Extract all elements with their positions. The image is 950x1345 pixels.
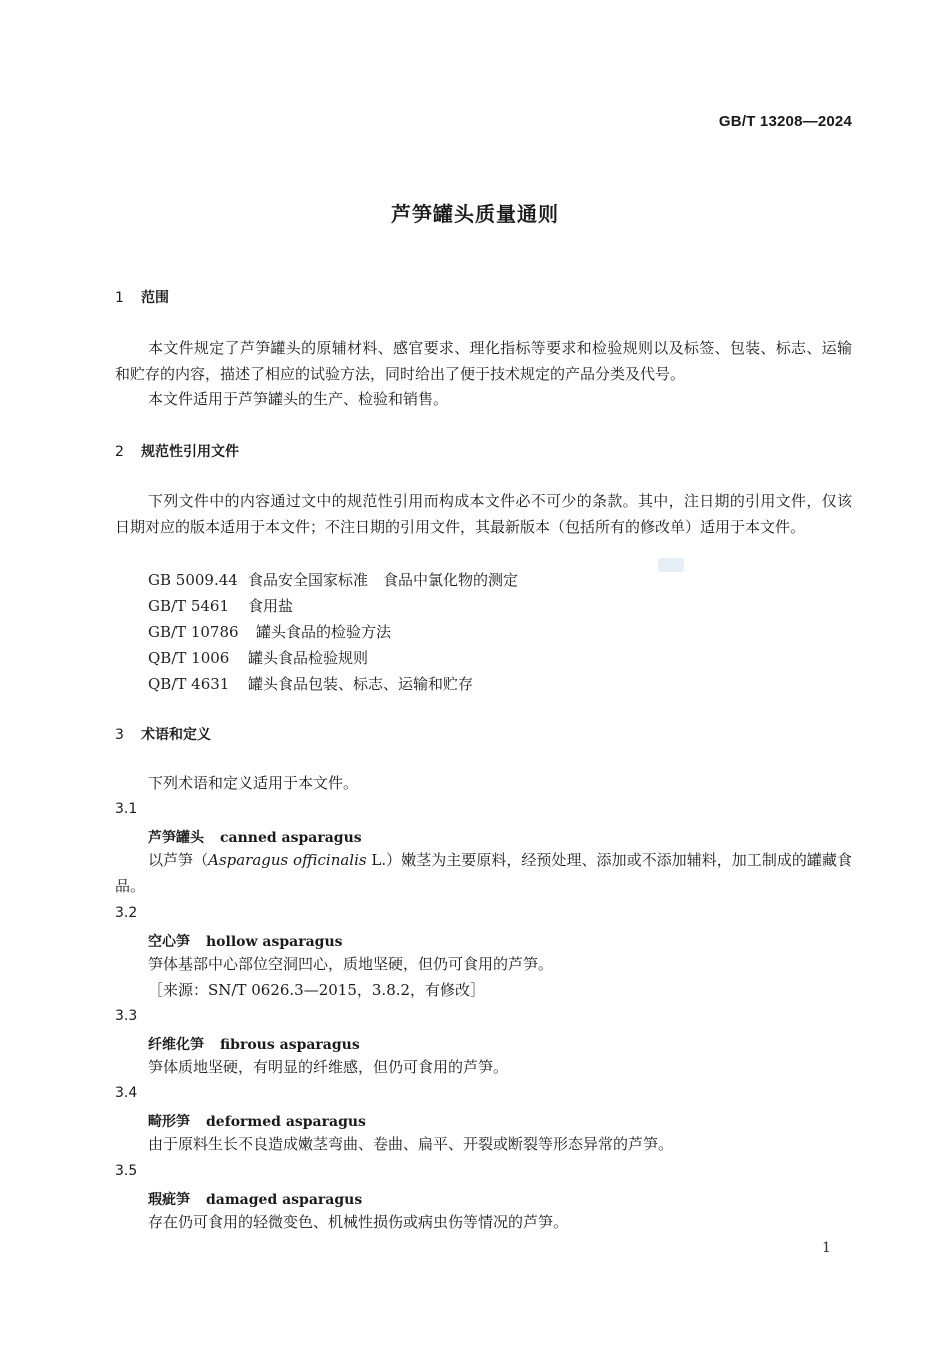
term-en: fibrous asparagus [220, 1037, 360, 1053]
standard-number: GB/T 13208—2024 [718, 113, 852, 130]
section-title: 规范性引用文件 [141, 444, 239, 460]
reference-code: GB/T 10786 [148, 623, 239, 641]
term-definition: 由于原料生长不良造成嫩茎弯曲、卷曲、扁平、开裂或断裂等形态异常的芦笋。 [148, 1135, 674, 1153]
term-heading [148, 1189, 362, 1209]
reference-item [148, 621, 391, 642]
definition-text: L.）嫩茎为主要原料，经预处理、添加或不添加辅料，加工制成的罐藏食品。 [115, 851, 852, 895]
term-zh: 纤维化笋 [148, 1037, 204, 1053]
term-heading [148, 827, 362, 847]
section-title: 术语和定义 [141, 727, 211, 743]
term-heading [148, 931, 343, 951]
page-number: 1 [822, 1240, 831, 1256]
latin-name: Asparagus officinalis [208, 851, 367, 869]
term-number: 3.1 [115, 801, 138, 817]
section-heading-scope [115, 287, 169, 307]
section-number: 2 [115, 444, 124, 460]
section-number: 3 [115, 727, 124, 743]
section-heading-normative [115, 441, 239, 461]
reference-code: QB/T 1006 [148, 649, 230, 667]
terms-intro: 下列术语和定义适用于本文件。 [148, 774, 359, 792]
normative-intro: 下列文件中的内容通过文中的规范性引用而构成本文件必不可少的条款。其中，注日期的引用文件，仅该日期对应的版本适用于本文件；不注日期的引用文件，其最新版本（包括所有的修改单）适用于本文件。 [115, 492, 852, 536]
reference-code: GB 5009.44 [148, 571, 238, 589]
scope-paragraph-1: 本文件规定了芦笋罐头的原辅材料、感官要求、理化指标等要求和检验规则以及标签、包装、标志、运输和贮存的内容，描述了相应的试验方法，同时给出了便于技术规定的产品分类及代号。 [115, 339, 852, 383]
term-number: 3.3 [115, 1008, 138, 1024]
term-number: 3.5 [115, 1163, 138, 1179]
term-definition [115, 848, 852, 899]
term-heading [148, 1111, 366, 1131]
term-zh: 空心笋 [148, 934, 190, 950]
term-definition: 存在仍可食用的轻微变色、机械性损伤或病虫伤等情况的芦笋。 [148, 1213, 569, 1231]
term-source: ［来源：SN/T 0626.3—2015，3.8.2，有修改］ [148, 981, 486, 999]
reference-title: 罐头食品检验规则 [248, 649, 369, 667]
section-heading-terms [115, 724, 211, 744]
term-en: deformed asparagus [206, 1114, 366, 1130]
reference-item [148, 569, 518, 590]
term-definition: 笋体质地坚硬，有明显的纤维感，但仍可食用的芦笋。 [148, 1058, 509, 1076]
term-en: hollow asparagus [206, 934, 343, 950]
term-en: canned asparagus [220, 830, 362, 846]
term-zh: 畸形笋 [148, 1114, 190, 1130]
reference-title: 食用盐 [248, 597, 294, 615]
reference-item [148, 647, 368, 668]
term-definition: 笋体基部中心部位空洞凹心，质地坚硬，但仍可食用的芦笋。 [148, 955, 554, 973]
term-zh: 芦笋罐头 [148, 830, 204, 846]
document-title: 芦笋罐头质量通则 [391, 202, 559, 226]
section-number: 1 [115, 290, 124, 306]
reference-code: QB/T 4631 [148, 675, 230, 693]
term-number: 3.2 [115, 905, 138, 921]
reference-item [148, 595, 293, 616]
reference-title: 食品安全国家标准 食品中氯化物的测定 [248, 571, 519, 589]
reference-title: 罐头食品的检验方法 [256, 623, 392, 641]
reference-item [148, 673, 473, 694]
term-en: damaged asparagus [206, 1192, 363, 1208]
reference-code: GB/T 5461 [148, 597, 230, 615]
term-zh: 瑕疵笋 [148, 1192, 190, 1208]
definition-text: 以芦笋（ [148, 851, 209, 869]
watermark-logo-icon [658, 558, 684, 572]
reference-title: 罐头食品包装、标志、运输和贮存 [248, 675, 474, 693]
term-number: 3.4 [115, 1085, 138, 1101]
term-heading [148, 1034, 360, 1054]
section-title: 范围 [141, 290, 169, 306]
scope-paragraph-2: 本文件适用于芦笋罐头的生产、检验和销售。 [148, 390, 449, 408]
